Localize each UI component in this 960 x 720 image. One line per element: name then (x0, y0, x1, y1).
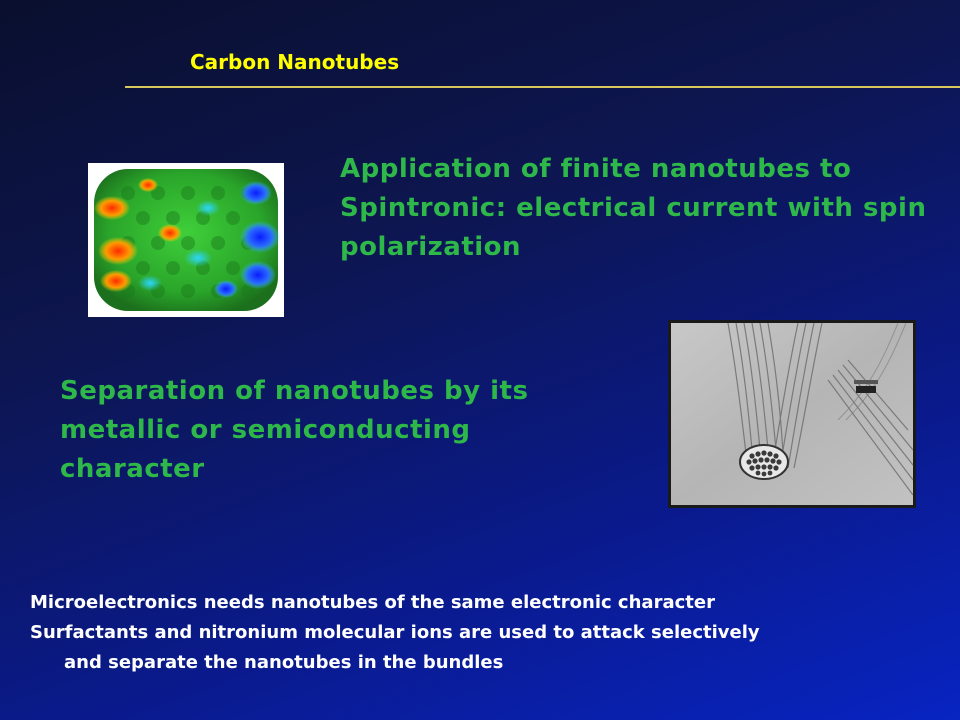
spintronic-heading: Application of finite nanotubes to Spintronic: electrical current with spin polarization (340, 154, 927, 262)
body-line-3: and separate the nanotubes in the bundles (64, 652, 504, 673)
slide-title: Carbon Nanotubes (190, 50, 400, 74)
body-line-1: Microelectronics needs nanotubes of the same electronic character (30, 592, 715, 613)
body-text-block (30, 588, 950, 678)
body-line-2: Surfactants and nitronium molecular ions are used to attack selectively (30, 622, 760, 643)
title-underline (125, 86, 960, 88)
nanotube-model-image (88, 163, 284, 317)
separation-heading: Separation of nanotubes by its metallic or semiconducting character (60, 376, 529, 484)
tem-micrograph-image (668, 320, 916, 508)
